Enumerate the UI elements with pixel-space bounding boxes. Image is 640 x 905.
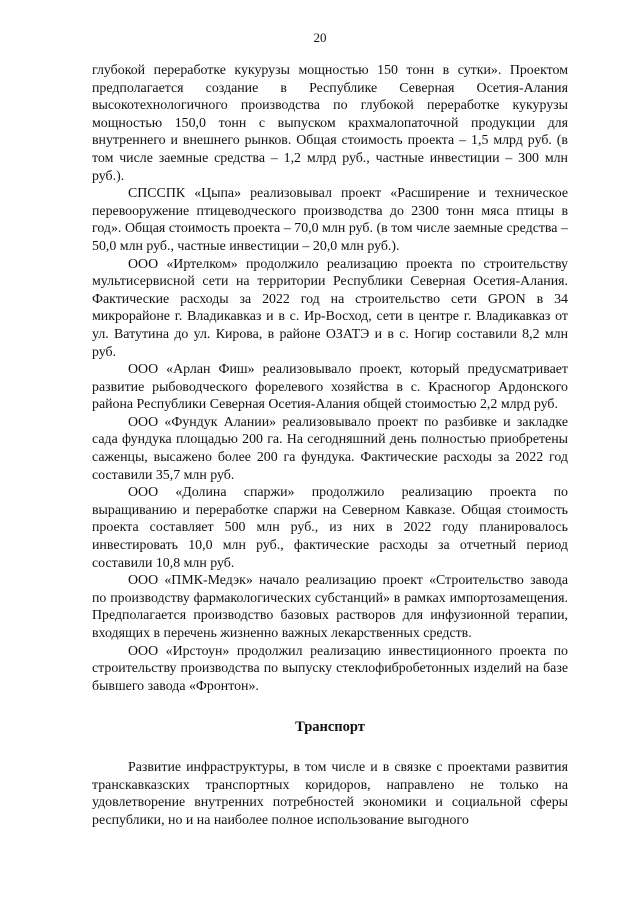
paragraph: ООО «Фундук Алании» реализовывало проект по разбивке и закладке сада фундука площадью 200 га. На сегодняшний день полностью приобретены саженцы, высажено более 200 га фундука. Фактические расходы за 2022 год составили 35,7 млн руб. [92,414,568,483]
paragraph: СПССПК «Цыпа» реализовывал проект «Расширение и техническое перевооружение птицеводческого производства до 2300 тонн мяса птицы в год». Общая стоимость проекта – 70,0 млн руб. (в том числе заемные средства – 50,0 млн руб., частные инвестиции – 20,0 млн руб.). [92,186,568,254]
section-heading: Транспорт [295,719,365,736]
page-number: 20 [313,30,327,45]
page-body [92,62,568,829]
paragraph: ООО «ПМК-Медэк» начало реализацию проект «Строительство завода по производству фармакологических субстанций» в рамках импортозамещения. Предполагается производство базовых растворов для инфузионной терапии, входящих в перечень жизненно важных лекарственных средств. [92,573,568,641]
paragraph: Развитие инфраструктуры, в том числе и в связке с проектами развития транскавказских транспортных коридоров, направлено не только на удовлетворение внутренних потребностей экономики и социальной сферы республики, но и на наиболее полное использование выгодного [92,759,568,828]
paragraph: ООО «Арлан Фиш» реализовывало проект, который предусматривает развитие рыбоводческого форелевого хозяйства в с. Красногор Ардонского района Республики Северная Осетия-Алания общей стоимостью 2,2 млрд руб. [92,362,568,413]
paragraph: ООО «Ирстоун» продолжил реализацию инвестиционного проекта по строительству производства по выпуску стеклофибробетонных изделий на базе бывшего завода «Фронтон». [92,643,568,694]
paragraph: глубокой переработке кукурузы мощностью 150 тонн в сутки». Проектом предполагается создание в Республике Северная Осетия-Алания высокотехнологичного производства по глубокой переработке кукурузы мощностью 150,0 тонн с выпуском крахмалопаточной продукции для внутреннего и внешнего рынков. Общая стоимость проекта – 1,5 млрд руб. (в том числе заемные средства – 1,2 млрд руб., частные инвестиции – 300 млн руб.). [92,63,568,184]
paragraph: ООО «Иртелком» продолжило реализацию проекта по строительству мультисервисной сети на территории Республики Северная Осетия-Алания. Фактические расходы за 2022 год на строительство сети GPON в 34 микрорайоне г. Владикавказ и в с. Ир-Восход, сети в центре г. Владикавказ от ул. Ватутина до ул. Кирова, в районе ОЗАТЭ и в с. Ногир составили 8,2 млн руб. [92,256,568,360]
paragraph: ООО «Долина спаржи» продолжило реализацию проекта по выращиванию и переработке спаржи на Северном Кавказе. Общая стоимость проекта составляет 500 млн руб., из них в 2022 году планировалось инвестировать 10,0 млн руб., фактические расходы за отчетный период составили 10,8 млн руб. [92,485,568,571]
